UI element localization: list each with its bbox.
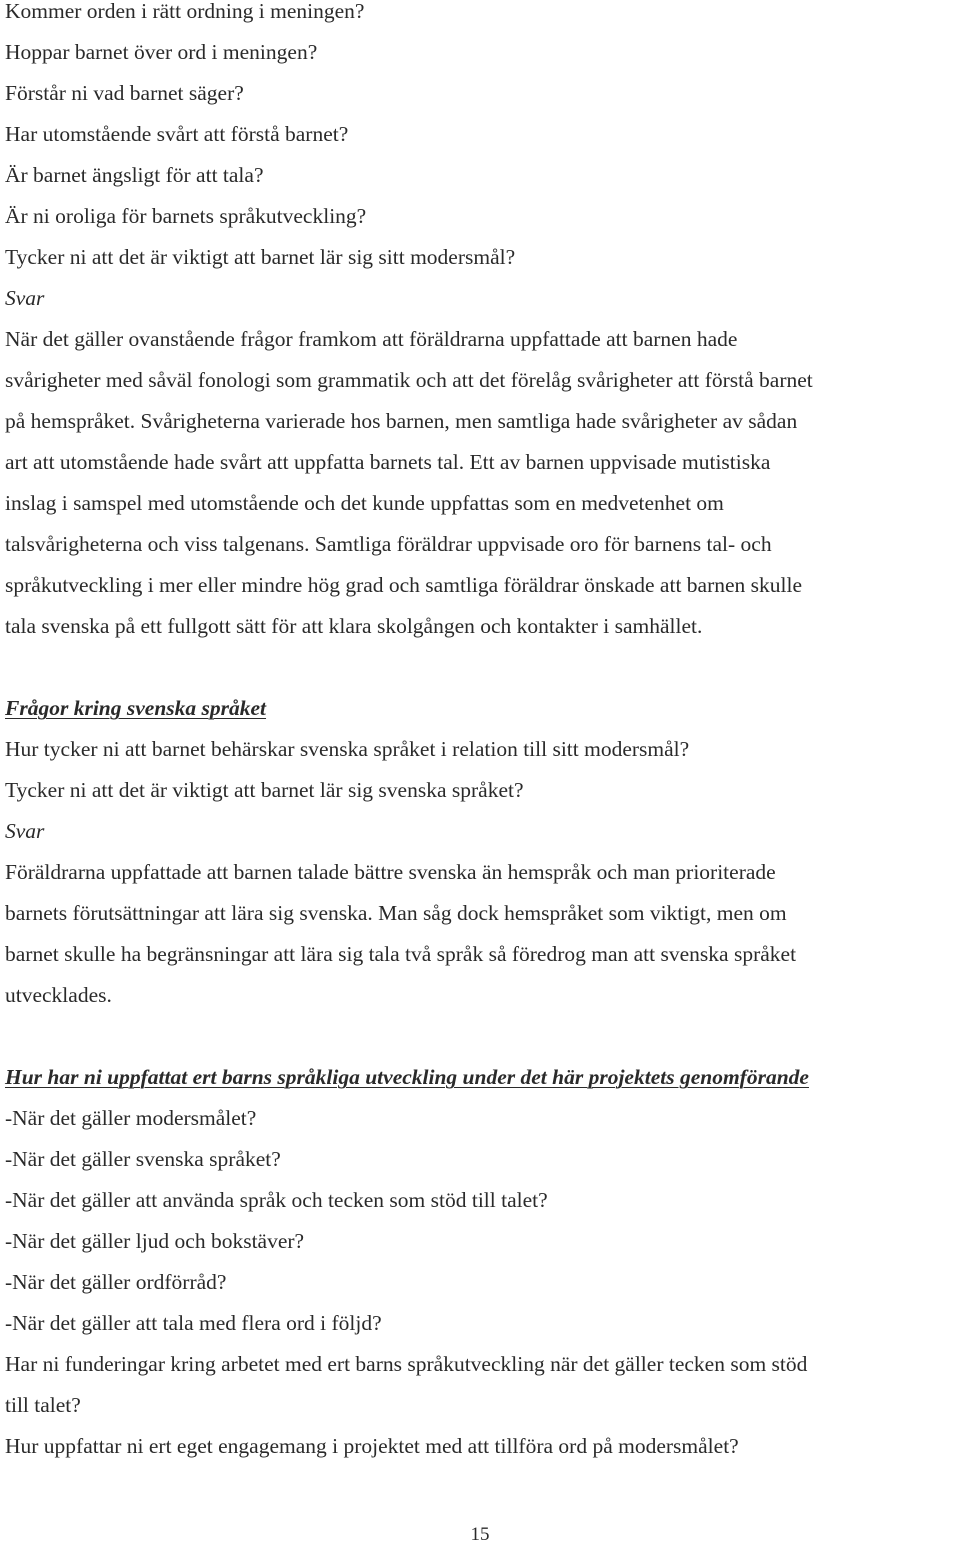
answer-line: språkutveckling i mer eller mindre hög grad och samtliga föräldrar önskade att barnen skulle [5, 573, 803, 597]
question-line: Tycker ni att det är viktigt att barnet lär sig svenska språket? [5, 778, 524, 802]
answer-line: barnets förutsättningar att lära sig svenska. Man såg dock hemspråket som viktigt, men om [5, 901, 787, 925]
answer-line: tala svenska på ett fullgott sätt för att klara skolgången och kontakter i samhället. [5, 614, 703, 638]
question-line: Förstår ni vad barnet säger? [5, 81, 244, 105]
intro-questions [5, 0, 960, 278]
question-line: Har utomstående svårt att förstå barnet? [5, 122, 349, 146]
question-line: -När det gäller modersmålet? [5, 1106, 257, 1130]
answer-line: på hemspråket. Svårigheterna varierade hos barnen, men samtliga hade svårigheter av sådan [5, 409, 798, 433]
swedish-answer-paragraph [5, 852, 960, 1016]
document-page [5, 0, 960, 1467]
swedish-questions [5, 729, 960, 811]
question-line: Är barnet ängsligt för att tala? [5, 163, 264, 187]
answer-line: art att utomstående hade svårt att uppfatta barnets tal. Ett av barnen uppvisade mutistiska [5, 450, 771, 474]
section-heading: Hur har ni uppfattat ert barns språkliga utveckling under det här projektets genomförande [5, 1065, 809, 1089]
section-heading: Frågor kring svenska språket [5, 696, 267, 720]
question-line: Hur tycker ni att barnet behärskar svenska språket i relation till sitt modersmål? [5, 737, 690, 761]
intro-answer-paragraph [5, 319, 960, 647]
question-line: Hoppar barnet över ord i meningen? [5, 40, 318, 64]
answer-line: barnet skulle ha begränsningar att lära sig tala två språk så föredrog man att svenska språket [5, 942, 797, 966]
answer-line: talsvårigheterna och viss talgenans. Samtliga föräldrar uppvisade oro för barnens tal- och [5, 532, 772, 556]
answer-line: Föräldrarna uppfattade att barnen talade bättre svenska än hemspråk och man prioriterade [5, 860, 776, 884]
answer-line: svårigheter med såväl fonologi som grammatik och att det förelåg svårigheter att förstå barnet [5, 368, 813, 392]
project-questions [5, 1098, 960, 1467]
section-spacer [5, 647, 960, 688]
question-line: Har ni funderingar kring arbetet med ert barns språkutveckling när det gäller tecken som stöd [5, 1352, 808, 1376]
question-line: -När det gäller ljud och bokstäver? [5, 1229, 305, 1253]
section-spacer [5, 1016, 960, 1057]
question-line: till talet? [5, 1393, 81, 1417]
answer-label: Svar [5, 286, 45, 310]
answer-line: När det gäller ovanstående frågor framkom att föräldrarna uppfattade att barnen hade [5, 327, 738, 351]
question-line: Tycker ni att det är viktigt att barnet lär sig sitt modersmål? [5, 245, 516, 269]
question-line: Är ni oroliga för barnets språkutveckling? [5, 204, 367, 228]
question-line: Hur uppfattar ni ert eget engagemang i projektet med att tillföra ord på modersmålet? [5, 1434, 739, 1458]
answer-line: utvecklades. [5, 983, 112, 1007]
question-line: -När det gäller svenska språket? [5, 1147, 281, 1171]
question-line: -När det gäller att tala med flera ord i följd? [5, 1311, 382, 1335]
question-line: -När det gäller ordförråd? [5, 1270, 227, 1294]
page-number: 15 [470, 1524, 490, 1545]
answer-line: inslag i samspel med utomstående och det kunde uppfattas som en medvetenhet om [5, 491, 724, 515]
question-line: Kommer orden i rätt ordning i meningen? [5, 0, 365, 23]
question-line: -När det gäller att använda språk och tecken som stöd till talet? [5, 1188, 548, 1212]
answer-label: Svar [5, 819, 45, 843]
